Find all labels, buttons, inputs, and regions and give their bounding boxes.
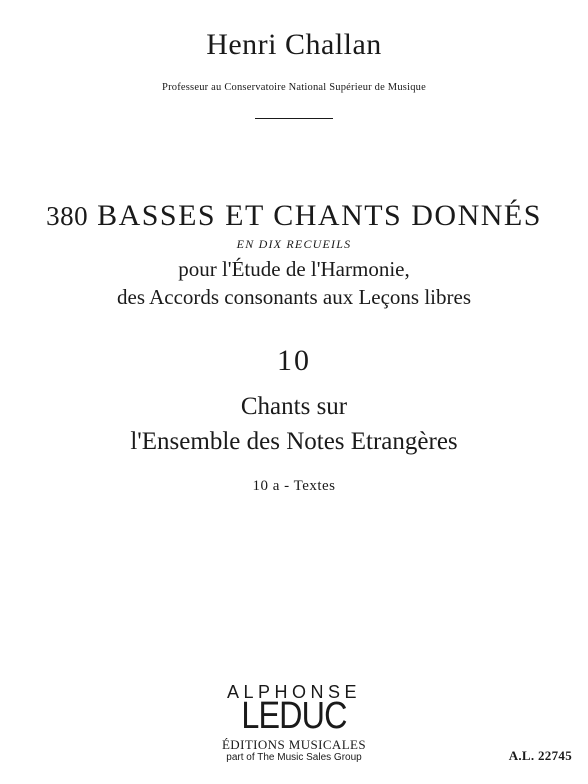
- subtitle-line-1: pour l'Étude de l'Harmonie,: [178, 257, 410, 281]
- divider-rule: [255, 118, 333, 119]
- catalog-number: A.L. 22745: [508, 748, 572, 763]
- volume-title-line-1: Chants sur: [240, 393, 348, 420]
- author-role: Professeur au Conservatoire National Supérieur de Musique: [162, 82, 426, 93]
- main-title-text: BASSES ET CHANTS DONNÉS: [97, 199, 542, 232]
- main-title: [0, 199, 588, 233]
- volume-title-line-2: l'Ensemble des Notes Etrangères: [130, 428, 458, 455]
- author-name: Henri Challan: [206, 28, 382, 61]
- publisher-group: part of The Music Sales Group: [226, 752, 362, 763]
- subtitle-line-2: des Accords consonants aux Leçons libres: [117, 285, 471, 309]
- main-title-number: 380: [46, 201, 89, 231]
- publisher-logo-last-name: LEDUC: [241, 695, 347, 737]
- collection-note: EN DIX RECUEILS: [236, 237, 352, 251]
- volume-part: 10 a - Textes: [252, 478, 336, 494]
- publisher-logo-first-name: ALPHONSE: [226, 682, 362, 702]
- publisher-subtitle: ÉDITIONS MUSICALES: [221, 737, 367, 752]
- volume-number: 10: [277, 344, 311, 377]
